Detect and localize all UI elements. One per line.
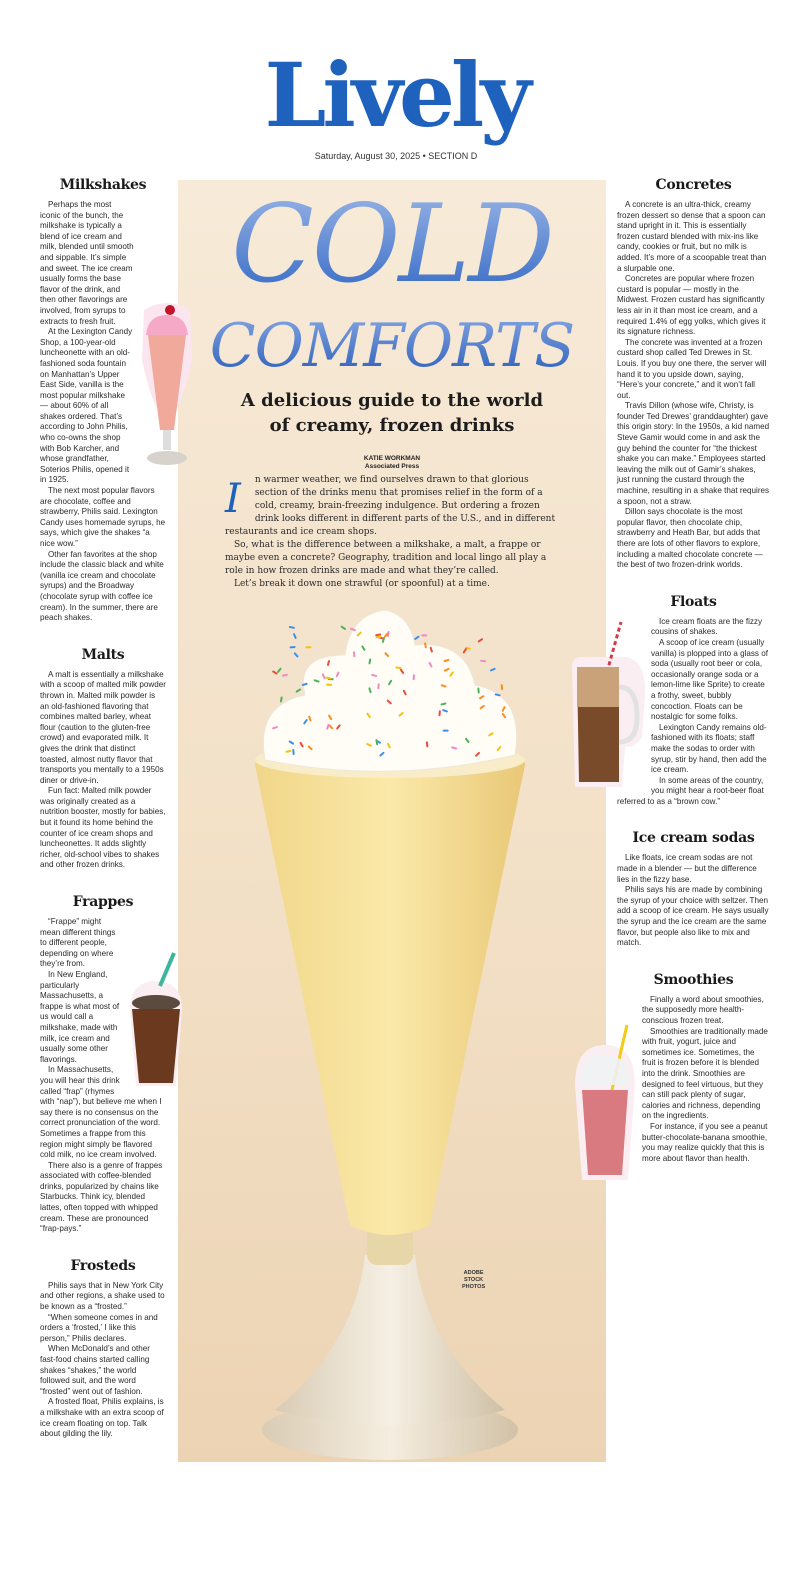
section-heading: Concretes <box>655 177 732 193</box>
paragraph: “Frappe” might mean different things to different people, depending on where they’re from. <box>40 917 116 969</box>
sprinkle <box>295 653 298 656</box>
right-column <box>617 176 770 1186</box>
sprinkle <box>452 747 456 748</box>
section-heading: Frappes <box>72 894 134 911</box>
sprinkle <box>273 672 276 674</box>
paragraph: Finally a word about smoothies, the supposedly more health-conscious frozen treat. <box>642 994 764 1025</box>
sprinkle <box>328 661 329 665</box>
paragraph: Travis Dillon (whose wife, Christy, is founder Ted Drewes’ granddaughter) gave this origin story: In the 1950s, a kid named Steve Gamir would come in and ask the guy behind the counter for “the thickest shake you can make.” Employees started leaving the milk out of Gamir’s shakes, just running the custard through the machine, resulting in a shake that requires a spoon, not a straw. <box>617 401 770 506</box>
date: Saturday, August 30, 2025 <box>314 151 421 161</box>
berry-smoothie-photo <box>572 1005 638 1185</box>
sprinkle <box>491 669 495 671</box>
sprinkle <box>351 629 355 630</box>
iced-frappe-photo <box>126 951 186 1091</box>
paragraph: Philis says that in New York City and other regions, a shake used to be known as a “frosted.” <box>40 1280 165 1312</box>
sprinkle <box>443 710 447 711</box>
drop-cap: I <box>225 476 241 522</box>
sprinkle <box>425 643 426 647</box>
paragraph: In Massachusetts, you will hear this drink called “frap” (rhymes with “nap”), but believe me when I say there is no consensus on the correct pronunciation of the word. Sometimes a frappe from this region might simply be flavored cold milk, no ice cream involved. <box>40 1065 162 1160</box>
sprinkle <box>309 717 310 721</box>
sprinkle <box>415 637 418 639</box>
root-beer-float-photo <box>567 617 647 797</box>
section-heading: Frosteds <box>70 1257 136 1274</box>
paragraph: Dillon says chocolate is the most popular flavor, then chocolate chip, strawberry and Heath Bar, but adds that there are lots of other flavors to explore, including a malted chocolate concrete — the best of two frozen-drink worlds. <box>617 507 763 570</box>
headline <box>178 180 606 382</box>
section-frosteds <box>40 1257 166 1440</box>
sprinkle <box>496 694 500 695</box>
sprinkle <box>287 751 291 752</box>
sprinkle <box>464 649 466 652</box>
sprinkle <box>369 688 370 692</box>
sprinkle <box>315 680 319 681</box>
paragraph: When McDonald’s and other fast-food chains started calling shakes “shakes,” the world followed suit, and the word “frosted” went out of fashion. <box>40 1344 150 1396</box>
sprinkle <box>294 634 296 638</box>
subheadline-line-2: of creamy, frozen drinks <box>269 415 515 436</box>
sprinkle <box>327 725 328 729</box>
left-column <box>40 176 166 1462</box>
paragraph: Concretes are popular where frozen custard is popular — mostly in the Midwest. Frozen custard has significantly less air in it than most ice cream, and a required 1.4% of egg yolks, which gives it its signature richness. <box>617 274 766 337</box>
sprinkle <box>372 675 376 676</box>
section-heading: Milkshakes <box>59 177 147 193</box>
credit-line: STOCK <box>463 1277 484 1283</box>
section-heading: Floats <box>670 593 717 610</box>
sprinkle <box>396 668 400 669</box>
sprinkle <box>369 659 370 663</box>
sprinkle <box>290 627 294 628</box>
paragraph: Like floats, ice cream sodas are not made in a blender — but the difference lies in the fizzy base. <box>617 853 757 884</box>
bullet: • <box>422 151 426 161</box>
paragraph: Ice cream floats are the fizzy cousins of shakes. <box>651 616 763 637</box>
paragraph: Fun fact: Malted milk powder was originally created as a nutrition booster, mostly for babies, but it found its home behind the counter of ice cream shops and luncheonettes. It adds slightly richer, old-school vibes to shakes and other frozen drinks. <box>40 786 166 870</box>
sprinkle <box>283 675 287 676</box>
pink-milkshake-photo <box>138 300 196 475</box>
sprinkle <box>431 648 432 652</box>
masthead <box>0 42 792 162</box>
byline-author: KATIE WORKMAN <box>363 455 421 462</box>
paragraph: In New England, particularly Massachusetts, a frappe is what most of us would call a milkshake, made with milk, ice cream and usually some other flavorings. <box>40 970 120 1064</box>
sprinkle <box>479 639 482 641</box>
section-logo: Lively <box>264 43 528 147</box>
sprinkle <box>326 678 330 679</box>
credit-line: ADOBE <box>463 1270 484 1276</box>
paragraph: Other fan favorites at the shop include the classic black and white (vanilla ice cream and chocolate syrups) and the Broadway (chocolate syrup with coffee ice cream). In the summer, there are peach shakes. <box>40 549 164 623</box>
section-malts <box>40 646 166 871</box>
section-heading: Smoothies <box>653 971 734 988</box>
paragraph: There also is a genre of frappes associated with coffee-blended drinks, popularized by chains like Starbucks. Think icy, blended lattes, often topped with whipped cream. These are pronounced “frap-pays.” <box>40 1160 163 1234</box>
intro-text <box>225 474 561 591</box>
paragraph: A concrete is an ultra-thick, creamy frozen dessert so dense that a spoon can stand upright in it. This is essentially frozen custard blended with mix-ins like candy, cookies or fruit, but no milk is added. It’s more of a scoopable treat than a slurpable one. <box>617 200 767 273</box>
dateline <box>0 150 792 162</box>
section-heading: Malts <box>81 646 125 663</box>
intro-paragraph: So, what is the difference between a milkshake, a malt, a frappe or maybe even a concrete? Geography, tradition and local lingo all play a role in how frozen drinks are made and what they’re called. <box>225 540 547 576</box>
intro-paragraph: Let’s break it down one strawful (or spoonful) at a time. <box>234 579 490 589</box>
paragraph: A frosted float, Philis explains, is a milkshake with an extra scoop of ice cream floating on top. Talk about gilding the lily. <box>40 1397 164 1439</box>
sprinkle <box>342 627 345 629</box>
sprinkle <box>376 740 377 744</box>
section-concretes <box>617 176 770 571</box>
section-floats <box>617 593 770 808</box>
sprinkle <box>442 704 446 705</box>
credit-line: PHOTOS <box>462 1284 486 1290</box>
paragraph: The concrete was invented at a frozen custard shop called Ted Drewes in St. Louis. If you buy one there, the server will hand it to you upside down, saying, “Here’s your concrete,” and it won’t fall out. <box>617 337 767 400</box>
sprinkle <box>273 727 277 728</box>
sprinkle <box>442 685 446 686</box>
sprinkle <box>383 638 384 642</box>
section-milkshakes <box>40 176 166 624</box>
paragraph: At the Lexington Candy Shop, a 100-year-old luncheonette with an old-fashioned soda fountain on Manhattan’s Upper East Side, vanilla is the most popular milkshake — about 60% of all shakes ordered. That’s according to John Philis, who co-owns the shop with Bob Karcher, and whose grandfather, Soterios Philis, opened it in 1925. <box>40 327 133 485</box>
vanilla-milkshake-photo <box>235 585 545 1465</box>
section-label: SECTION D <box>428 151 478 161</box>
paragraph: Smoothies are traditionally made with fruit, yogurt, juice and sometimes ice. Sometimes, the fruit is frozen before it is blended into the drink. Smoothies are designed to feel virtuous, but they can still pack plenty of sugar, calories and richness, depending on the ingredients. <box>642 1026 768 1121</box>
section-ice-cream-sodas <box>617 829 770 948</box>
section-frappes <box>40 893 166 1235</box>
byline-org: Associated Press <box>364 463 420 470</box>
headline-line-2: COMFORTS <box>178 310 606 382</box>
byline <box>178 455 606 471</box>
sprinkle <box>481 661 485 662</box>
paragraph: A malt is essentially a milkshake with a scoop of malted milk powder thrown in. Malted milk powder is an old-fashioned flavoring that combines malted barley, wheat flour (caution to the gluten-free crowd) and evaporated milk. It gives the drink that distinct toasted, almost nutty flavor that transports you mentally to a 1950s diner or drive-in. <box>40 669 166 785</box>
paragraph: The next most popular flavors are chocolate, coffee and strawberry, Philis said. Lexington Candy uses homemade syrups, he says, which give the shakes “a nice wow.” <box>40 486 166 548</box>
paragraph: Philis says his are made by combining the syrup of your choice with seltzer. Then add a scoop of ice cream. He says usually the syrup and the ice cream are the same flavor, but people also like to mix and match. <box>617 885 769 948</box>
paragraph: “When someone comes in and orders a ‘frosted,’ I like this person,” Philis declares. <box>40 1312 158 1343</box>
subheadline-line-1: A delicious guide to the world <box>240 390 544 411</box>
paragraph: Lexington Candy remains old-fashioned with its floats; staff make the sodas to order with syrup, stir by hand, then add the ice cream. <box>651 722 767 775</box>
paragraph: In some areas of the country, you might hear a root-beer float referred to as a “brown cow.” <box>617 775 764 806</box>
section-heading: Ice cream sodas <box>632 830 755 847</box>
paragraph: A scoop of ice cream (usually vanilla) is plopped into a glass of soda (usually root beer or cola, occasionally orange soda or a lemon-lime like Sprite) to create a frothy, sweet, bubbly concoction. Floats can be nostalgic for some folks. <box>651 637 768 722</box>
sprinkle <box>427 742 428 746</box>
sprinkle <box>281 697 282 701</box>
paragraph: For instance, if you see a peanut butter-chocolate-banana smoothie, you may realize quickly that this is more about flavor than health. <box>642 1121 768 1163</box>
subheadline <box>178 388 606 438</box>
paragraph: Perhaps the most iconic of the bunch, the milkshake is typically a blend of ice cream and milk, blended until smooth and sippable. It’s simple and sweet. The ice cream usually forms the base flavor of the drink, and then other flavorings are involved, from syrups to extracts to fresh fruit. <box>40 200 134 326</box>
sprinkle <box>278 669 280 672</box>
photo-credit <box>462 1270 485 1291</box>
sprinkle <box>303 684 307 685</box>
headline-line-1: COLD <box>178 180 606 310</box>
sprinkle <box>297 690 300 692</box>
section-smoothies <box>617 971 770 1165</box>
sprinkle <box>376 634 380 635</box>
sprinkle <box>445 660 449 661</box>
intro-paragraph: n warmer weather, we find ourselves drawn to that glorious section of the drinks menu that promises relief in the form of a cold, creamy, brain-freezing indulgence. But ordering a frozen drink looks different in different parts of the U.S., and in different restaurants and ice cream shops. <box>225 475 556 537</box>
